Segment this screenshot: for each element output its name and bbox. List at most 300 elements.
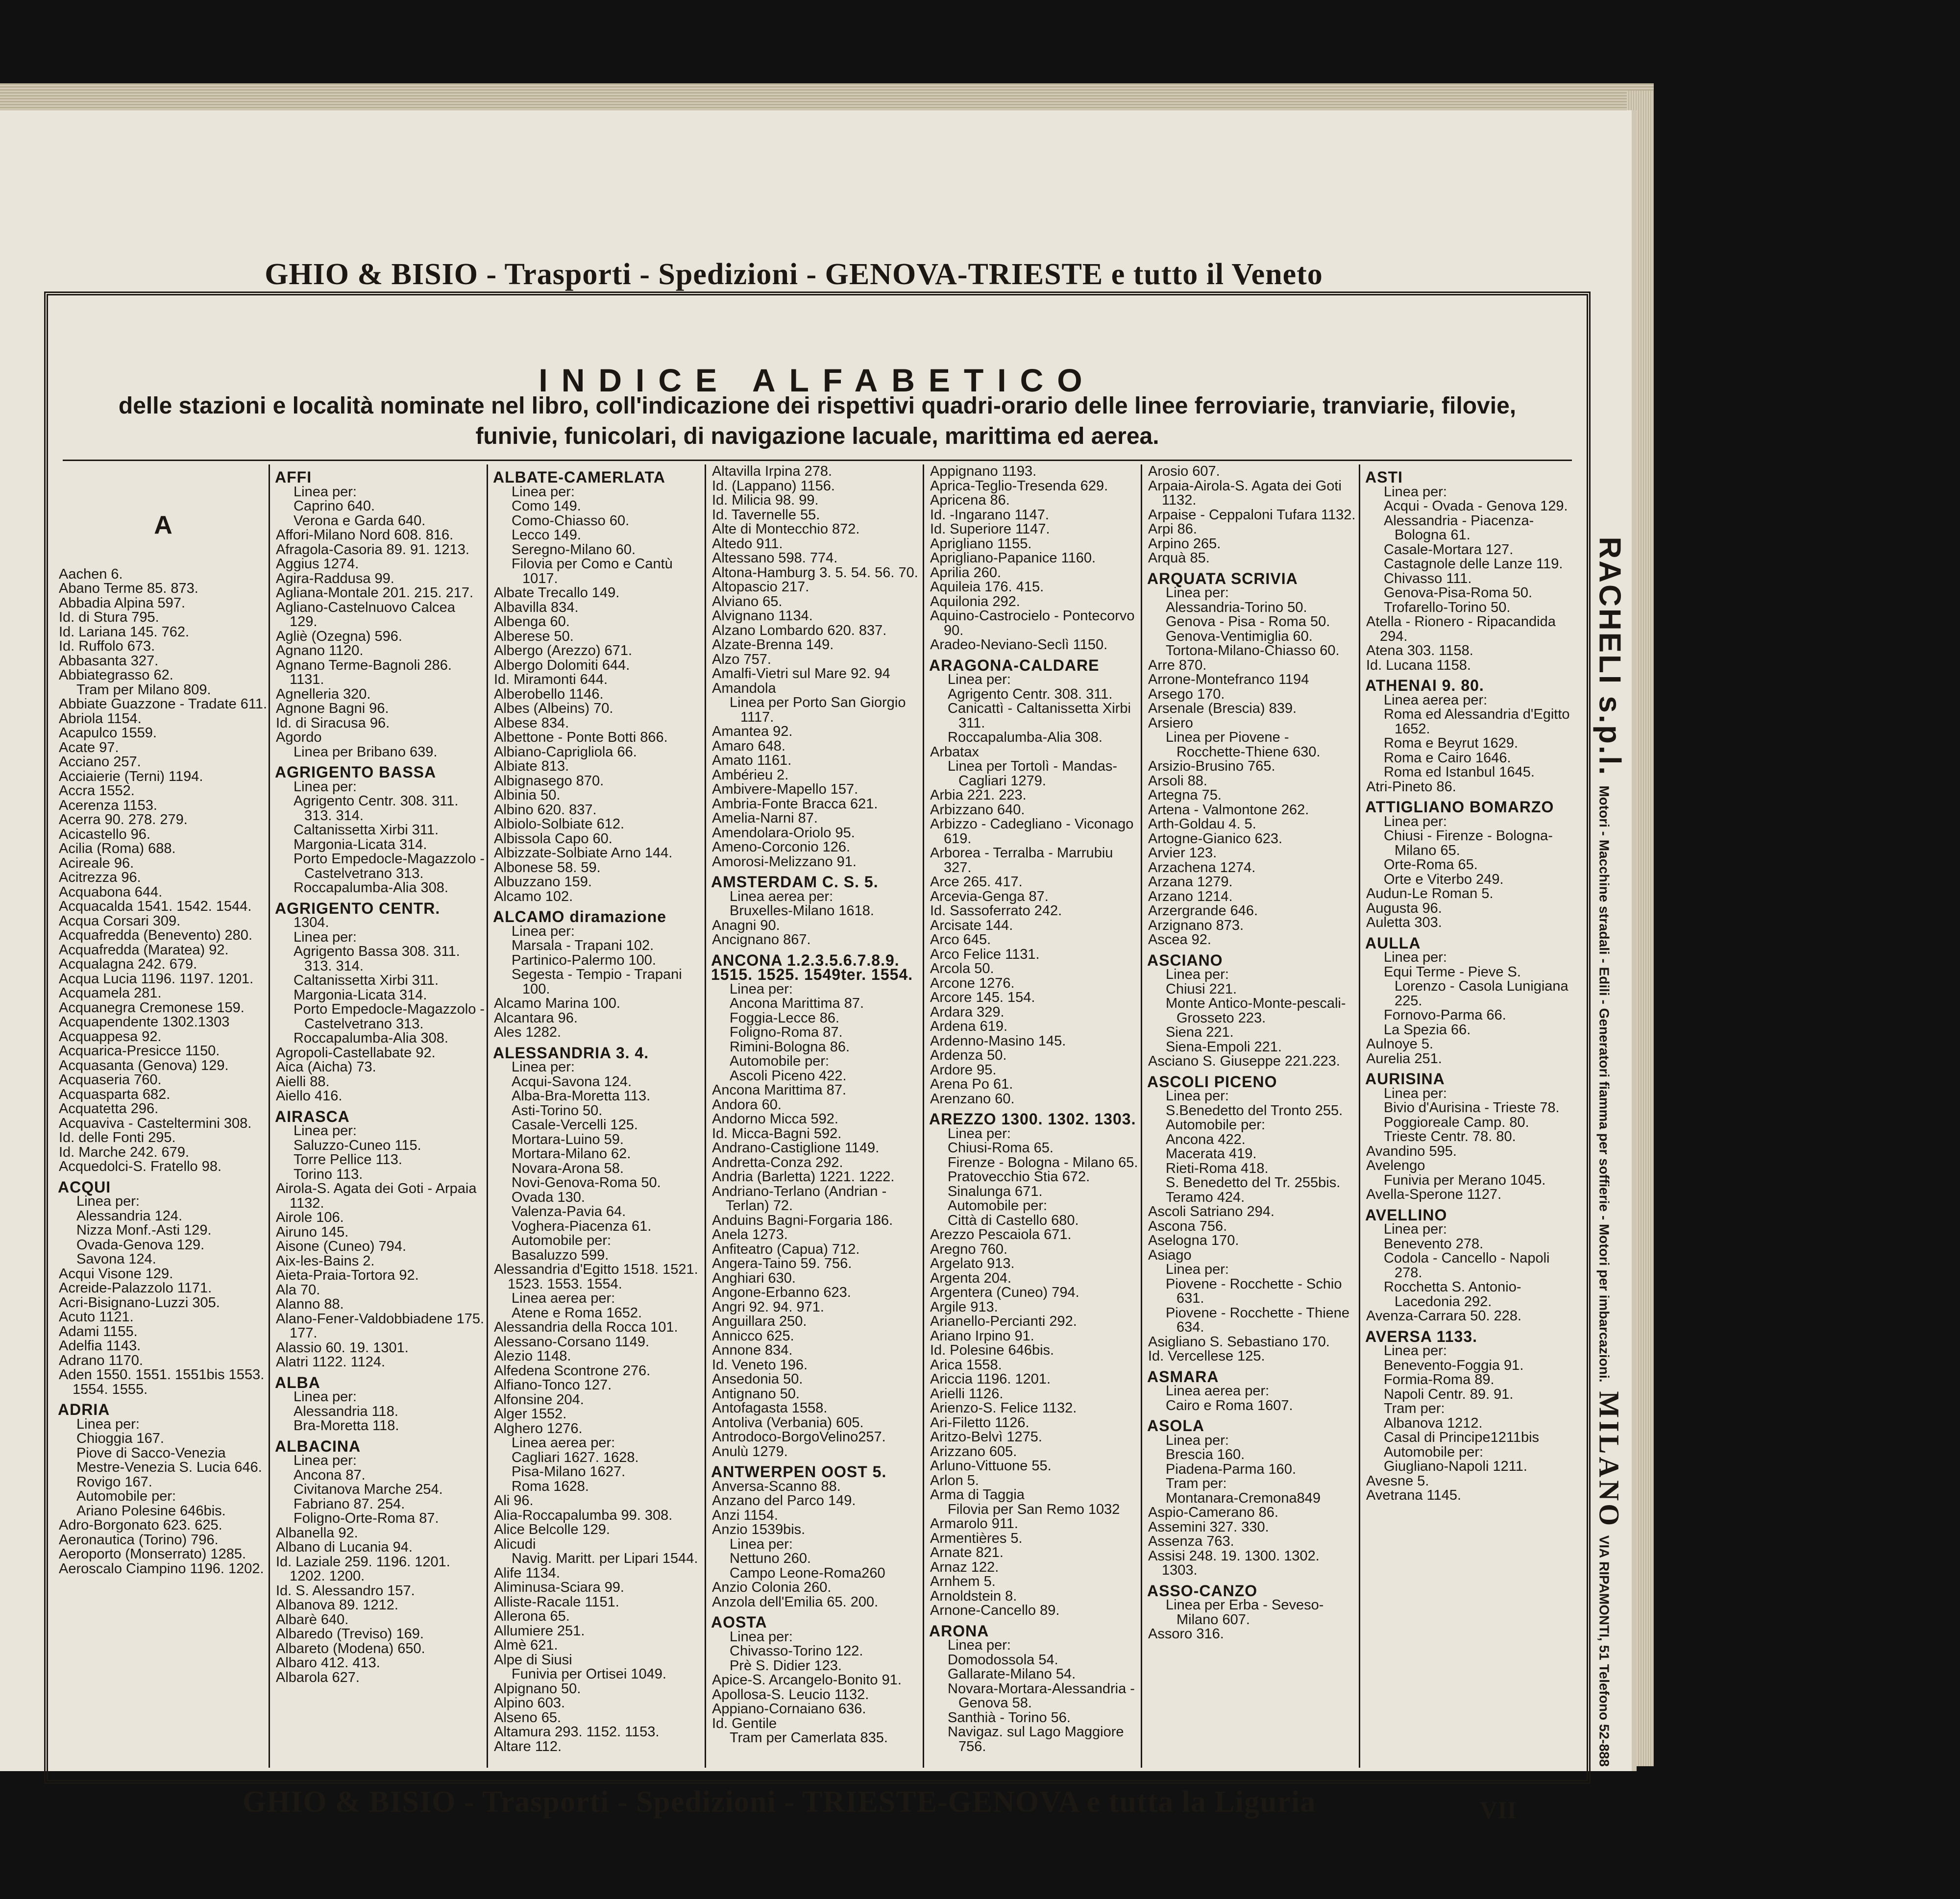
index-column-3 [487,464,704,1768]
index-entry: Albanella 92. [276,1525,358,1541]
index-entry: Napoli Centr. 89. 91. [1384,1386,1514,1402]
index-entry: Amendolara-Oriolo 95. [712,825,855,841]
index-entry: Id. di Stura 795. [59,609,159,625]
index-entry: Arco Felice 1131. [930,946,1040,962]
index-entry: Rovigo 167. [76,1474,152,1490]
index-entry: Alessandria d'Egitto 1518. 1521. 1523. 1553. 1554. [494,1262,702,1292]
index-heading: ASOLA [1147,1417,1204,1435]
index-entry: Acquafredda (Benevento) 280. [59,927,252,943]
index-entry: Rieti-Roma 418. [1166,1160,1269,1176]
index-entry: Acitrezza 96. [59,870,141,885]
index-column-1 [58,464,269,1768]
index-entry: Agrigento Centr. 308. 311. [948,686,1113,702]
index-entry: Allerona 65. [494,1608,570,1624]
index-entry: Albaredo (Treviso) 169. [276,1626,424,1642]
index-entry: Arcone 1276. [930,975,1015,991]
index-entry: Linea per: [512,1059,575,1075]
index-entry: Alcamo 102. [494,888,573,904]
index-entry: Arrone-Montefranco 1194 [1148,672,1309,687]
index-entry: Linea aerea per: [512,1290,615,1306]
index-entry: Aeroporto (Monserrato) 1285. [59,1546,246,1562]
index-entry: Adro-Borgonato 623. 625. [59,1517,222,1533]
index-entry: Albano di Lucania 94. [276,1539,413,1555]
index-entry: Ascoli Piceno 422. [730,1068,847,1084]
index-entry: Altamura 293. 1152. 1153. [494,1724,660,1740]
index-entry: Partinico-Palermo 100. [512,952,656,968]
index-entry: Porto Empedocle-Magazzolo - Castelvetrano 313. [294,1001,489,1032]
index-entry: Ala 70. [276,1282,320,1298]
index-entry: Siena 221. [1166,1024,1234,1040]
index-entry: Agrigento Bassa 308. 311. 313. 314. [294,944,464,974]
index-entry: Castagnole delle Lanze 119. [1384,556,1563,572]
index-entry: Albiolo-Solbiate 612. [494,816,625,832]
index-entry: Atena 303. 1158. [1366,643,1473,658]
index-entry: Ambérieu 2. [712,767,789,783]
index-entry: Benevento 278. [1384,1236,1484,1252]
index-entry: Agrigento Centr. 308. 311. 313. 314. [294,793,463,824]
index-entry: Chiusi 221. [1166,981,1237,997]
index-entry: Acquanegra Cremonese 159. [59,999,245,1016]
index-entry: Airola-S. Agata dei Goti - Arpaia 1132. [276,1181,481,1211]
index-entry: Anzio Colonia 260. [712,1580,832,1595]
index-heading: AMSTERDAM C. S. 5. [711,873,879,891]
index-entry: Linea per: [730,981,793,997]
index-entry: Agira-Raddusa 99. [276,570,394,586]
index-entry: Argelato 913. [930,1256,1015,1271]
index-entry: Aprica-Teglio-Tresenda 629. [930,478,1108,494]
index-entry: Arpaia-Airola-S. Agata dei Goti 1132. [1148,478,1346,508]
index-entry: Linea per Piovene - Rocchette-Thiene 630. [1166,730,1321,760]
index-entry: Allumiere 251. [494,1623,585,1639]
index-entry: Albergo (Arezzo) 671. [494,643,633,658]
index-entry: Atella - Rionero - Ripacandida 294. [1366,614,1560,644]
index-entry: Armarolo 911. [930,1516,1018,1532]
index-entry: Casale-Vercelli 125. [512,1117,638,1133]
index-entry: Linea per: [1166,967,1229,982]
index-entry: Macerata 419. [1166,1146,1257,1162]
index-entry: Linea per: [512,484,575,500]
index-entry: Pisa-Milano 1627. [512,1464,626,1480]
index-entry: Aurelia 251. [1366,1050,1442,1067]
index-entry: Genova-Ventimiglia 60. [1166,628,1313,644]
index-entry: Arbatax [930,744,979,760]
index-entry: Aprigliano 1155. [930,536,1032,552]
index-entry: Mortara-Luino 59. [512,1131,624,1147]
index-entry: Apice-S. Arcangelo-Bonito 91. [712,1672,902,1688]
index-entry: Abbadia Alpina 597. [59,595,185,611]
index-entry: Agnano 1120. [276,643,364,658]
title-rule [63,460,1572,461]
ad-address: VIA RIPAMONTI, 51 Telefono 52-888 [1596,1535,1612,1767]
index-entry: Albaro 412. 413. [276,1655,380,1671]
index-entry: Arizzano 605. [930,1443,1017,1460]
index-entry: Alicudi [494,1536,536,1552]
index-entry: Ascoli Satriano 294. [1148,1204,1274,1219]
index-entry: Roccapalumba-Alia 308. [294,880,448,896]
index-heading: ALBATE-CAMERLATA [493,468,665,486]
index-column-7 [1359,464,1576,1768]
index-heading: ASMARA [1147,1367,1219,1386]
index-entry: Linea per: [1384,1343,1447,1359]
index-entry: Arquà 85. [1148,550,1210,566]
index-entry: Piovene - Rocchette - Thiene 634. [1166,1305,1354,1335]
index-entry: Funivia per Merano 1045. [1384,1172,1546,1188]
index-entry: Antofagasta 1558. [712,1400,828,1416]
index-entry: Antoliva (Verbania) 605. [712,1414,864,1431]
index-entry: Genova-Pisa-Roma 50. [1384,585,1533,601]
index-entry: Alger 1552. [494,1406,567,1422]
index-entry: Argile 913. [930,1299,998,1315]
index-entry: Ovada 130. [512,1189,585,1205]
index-entry: Rocchetta S. Antonio-Lacedonia 292. [1384,1279,1521,1310]
index-entry: Aeronautica (Torino) 796. [59,1532,219,1548]
index-entry: Angri 92. 94. 971. [712,1299,824,1315]
index-entry: Segesta - Tempio - Trapani 100. [512,967,686,997]
index-entry: Cagliari 1627. 1628. [512,1449,639,1465]
index-entry: Ascea 92. [1148,932,1211,948]
index-entry: Arnone-Cancello 89. [930,1603,1060,1618]
index-entry: Navig. Maritt. per Lipari 1544. [512,1551,698,1566]
index-column-2 [269,464,489,1768]
index-entry: Gallarate-Milano 54. [948,1666,1076,1682]
index-entry: Siena-Empoli 221. [1166,1039,1282,1055]
index-entry: Agropoli-Castellabate 92. [276,1045,436,1061]
index-entry: Linea per: [730,1536,793,1552]
index-column-4 [705,464,922,1768]
index-heading: ATHENAI 9. 80. [1365,677,1484,694]
index-entry: Aachen 6. [59,566,123,582]
index-entry: Id. Superiore 1147. [930,521,1050,537]
index-entry: Avella-Sperone 1127. [1366,1187,1502,1202]
index-entry: Rimini-Bologna 86. [730,1039,850,1055]
index-entry: Adami 1155. [59,1323,138,1339]
index-entry: Acireale 96. [59,855,134,871]
index-entry: Automobile per: [512,1233,612,1248]
index-entry: Alfiano-Tonco 127. [494,1377,612,1393]
index-entry: Atri-Pineto 86. [1366,779,1456,795]
index-entry: Sinalunga 671. [948,1183,1043,1199]
index-entry: Acqui Visone 129. [59,1266,173,1282]
index-entry: Agordo [276,730,322,745]
index-entry: Ancona 87. [294,1467,366,1483]
index-entry: Id. Marche 242. 679. [59,1144,189,1160]
index-entry: Armentières 5. [930,1530,1023,1546]
index-entry: Almè 621. [494,1637,558,1653]
index-entry: Anghiari 630. [712,1270,796,1286]
index-column-6 [1141,464,1358,1768]
index-heading: ALBACINA [275,1437,361,1455]
index-entry: Domodossola 54. [948,1652,1058,1668]
index-heading: AGRIGENTO CENTR. [275,899,441,917]
index-entry: Aliminusa-Sciara 99. [494,1580,624,1595]
index-entry: Ari-Filetto 1126. [930,1414,1029,1431]
index-entry: Roma 1628. [512,1478,589,1494]
index-entry: Arcevia-Genga 87. [930,888,1049,904]
index-heading: AULLA [1365,934,1421,952]
index-entry: Arosio 607. [1148,463,1220,479]
index-entry: Avelengo [1366,1158,1425,1173]
index-entry: Mestre-Venezia S. Lucia 646. [76,1460,262,1475]
index-entry: Albissola Capo 60. [494,830,612,847]
index-entry: Linea per: [76,1193,140,1209]
index-entry: Arsizio-Brusino 765. [1148,758,1275,774]
index-entry: Brescia 160. [1166,1447,1245,1462]
index-entry: Arzana 1279. [1148,874,1233,890]
index-entry: Albiate 813. [494,758,569,774]
index-entry: Abriola 1154. [59,710,142,727]
index-entry: Novara-Arona 58. [512,1160,624,1176]
index-entry: Ascona 756. [1148,1218,1227,1234]
index-entry: Arcisate 144. [930,917,1013,933]
index-entry: Alano-Fener-Valdobbiadene 175. 177. [276,1311,489,1341]
index-entry: Id. Tavernelle 55. [712,507,820,523]
index-entry: Avesne 5. [1366,1473,1429,1489]
ad-products: Motori - Macchine stradali - Edili - Generatori fiamma per soffierie - Motori per imbarcazioni. [1596,785,1612,1383]
index-entry: Artogne-Gianico 623. [1148,830,1283,847]
index-entry: Alife 1134. [494,1565,560,1581]
index-entry: Affori-Milano Nord 608. 816. [276,527,454,543]
index-entry: Andora 60. [712,1096,782,1113]
index-heading: ALBA [275,1373,320,1391]
index-entry: Andriano-Terlano (Andrian - Terlan) 72. [712,1183,890,1214]
index-entry: Aregno 760. [930,1241,1008,1257]
index-entry: Abbiategrasso 62. [59,667,173,683]
index-entry: Arienzo-S. Felice 1132. [930,1400,1077,1416]
index-entry: Albuzzano 159. [494,874,592,890]
index-entry: Chiusi - Firenze - Bologna-Milano 65. [1384,828,1553,858]
index-heading: ALESSANDRIA 3. 4. [493,1044,649,1062]
index-entry: Linea per: [1384,1085,1447,1101]
index-entry: Ardena 619. [930,1019,1008,1034]
index-entry: Id. Lariana 145. 762. [59,624,190,640]
index-entry: Valenza-Pavia 64. [512,1204,626,1219]
index-entry: Arre 870. [1148,657,1207,673]
index-heading: AVELLINO [1365,1206,1447,1224]
running-header-bottom: GHIO & BISIO - Trasporti - Spedizioni - TRIESTE-GENOVA e tutta la Liguria [242,1785,1316,1819]
index-entry: Ardore 95. [930,1062,997,1078]
index-entry: Linea per Porto San Giorgio 1117. [730,695,910,725]
index-entry: Alia-Roccapalumba 99. 308. [494,1507,673,1523]
index-entry: Id. (Lappano) 1156. [712,478,835,494]
index-entry: Albignasego 870. [494,773,604,789]
index-entry: Aquileia 176. 415. [930,579,1044,595]
index-entry: Arsiero [1148,715,1193,731]
index-entry: Albes (Albeins) 70. [494,701,613,716]
index-entry: Alessandria - Piacenza-Bologna 61. [1384,512,1534,543]
index-entry: Roma ed Istanbul 1645. [1384,764,1535,780]
index-entry: Filovia per San Remo 1032 [948,1501,1120,1517]
index-entry: Automobile per: [730,1053,830,1069]
index-entry: Amandola [712,680,776,696]
index-entry: Anzi 1154. [712,1507,778,1523]
index-entry: Acapulco 1559. [59,725,157,741]
index-heading: ARAGONA-CALDARE [929,656,1100,674]
index-entry: Alzo 757. [712,651,771,667]
index-entry: Altavilla Irpina 278. [712,463,833,479]
index-entry: Aprigliano-Papanice 1160. [930,550,1096,566]
index-entry: Alezio 1148. [494,1348,571,1364]
index-entry: Arena Po 61. [930,1076,1013,1092]
index-entry: Accra 1552. [59,783,135,799]
index-entry: Linea per: [730,1629,793,1645]
index-entry: Bruxelles-Milano 1618. [730,903,874,919]
index-entry: Id. Veneto 196. [712,1357,808,1373]
index-entry: Piovene - Rocchette - Schio 631. [1166,1276,1346,1306]
index-entry: Id. -Ingarano 1147. [930,507,1049,523]
index-entry: Alfedena Scontrone 276. [494,1363,651,1379]
index-entry: Acqualagna 242. 679. [59,956,197,972]
index-entry: Roccapalumba-Alia 308. [294,1030,448,1046]
index-heading: ADRIA [58,1401,110,1418]
index-entry: Como-Chiasso 60. [512,512,630,529]
index-entry: Altessano 598. 774. [712,550,838,566]
index-entry: Anduins Bagni-Forgaria 186. [712,1212,893,1228]
index-entry: Savona 124. [76,1251,156,1267]
index-entry: Ales 1282. [494,1024,562,1040]
index-entry: Ameno-Corconio 126. [712,839,851,855]
index-entry: Arnhem 5. [930,1574,996,1589]
index-entry: Andretta-Conza 292. [712,1154,843,1170]
index-heading: ARONA [929,1622,989,1640]
index-entry: Angone-Erbanno 623. [712,1285,851,1300]
index-entry: Arnate 821. [930,1545,1004,1560]
index-entry: Automobile per: [948,1198,1048,1214]
index-entry: Arth-Goldau 4. 5. [1148,816,1256,832]
index-subtitle: delle stazioni e località nominate nel libro, coll'indicazione dei rispettivi quadri-orario delle linee ferroviarie, tranviarie, filovie, funivie, funicolari, di navigazione lacuale, marittima ed aerea. [118,393,1517,449]
index-entry: Roma e Cairo 1646. [1384,750,1511,766]
index-entry: Aggius 1274. [276,556,359,572]
index-entry: Anzano del Parco 149. [712,1493,856,1509]
index-entry: Albanova 89. 1212. [276,1597,398,1613]
index-entry: Acquafredda (Maratea) 92. [59,942,229,958]
index-entry: Aix-les-Bains 2. [276,1253,375,1269]
index-entry: Linea per: [294,484,357,500]
index-entry: Alessano-Corsano 1149. [494,1334,650,1350]
index-entry: Id. S. Alessandro 157. [276,1582,415,1599]
index-entry: Adelfia 1143. [59,1338,141,1354]
index-entry: Airole 106. [276,1210,344,1225]
index-entry: Alessandria 118. [294,1403,398,1419]
index-entry: Albarè 640. [276,1611,349,1628]
index-entry: Afragola-Casoria 89. 91. 1213. [276,541,469,558]
index-entry: Aeroscalo Ciampino 1196. 1202. [59,1560,264,1577]
index-entry: Orte-Roma 65. [1384,857,1478,873]
index-entry: Ambria-Fonte Bracca 621. [712,796,878,812]
index-entry: Novi-Genova-Roma 50. [512,1175,661,1191]
index-entry: Aulnoye 5. [1366,1036,1434,1052]
index-entry: Id. Polesine 646bis. [930,1342,1054,1358]
index-entry: Trofarello-Torino 50. [1384,599,1511,615]
index-entry: Linea per: [294,929,357,945]
index-entry: Albergo Dolomiti 644. [494,657,630,673]
index-entry: Alviano 65. [712,593,783,609]
index-entry: Aquino-Castrocielo - Pontecorvo 90. [930,608,1139,638]
index-entry: Tram per: [1384,1401,1445,1416]
index-entry: Agliano-Castelnuovo Calcea 129. [276,599,460,630]
index-entry: Cairo e Roma 1607. [1166,1397,1293,1413]
index-entry: Auletta 303. [1366,915,1442,930]
index-entry: Annone 834. [712,1342,793,1358]
index-entry: Formia-Roma 89. [1384,1372,1494,1388]
index-entry: Anzola dell'Emilia 65. 200. [712,1594,879,1610]
index-heading: AVERSA 1133. [1365,1327,1477,1345]
index-entry: Alessandria-Torino 50. [1166,599,1307,615]
index-entry: Appiano-Cornaiano 636. [712,1701,866,1717]
index-entry: Alatri 1122. 1124. [276,1354,386,1370]
index-entry: Assenza 763. [1148,1534,1234,1549]
index-entry: Arzano 1214. [1148,888,1233,904]
index-entry: Arluno-Vittuone 55. [930,1458,1052,1474]
index-entry: Aielli 88. [276,1073,330,1090]
index-entry: Acri-Bisignano-Luzzi 305. [59,1294,220,1311]
index-entry: Tortona-Milano-Chiasso 60. [1166,643,1340,658]
index-entry: Arce 265. 417. [930,874,1023,890]
index-entry: 1304. [294,915,329,930]
index-heading: ASTI [1365,468,1403,486]
index-entry: Tram per Camerlata 835. [730,1730,888,1746]
index-entry: Asigliano S. Sebastiano 170. [1148,1334,1330,1350]
side-advertisement [1583,532,1627,1767]
index-entry: Roma e Beyrut 1629. [1384,735,1519,751]
index-entry: Augusta 96. [1366,900,1442,916]
index-entry: Firenze - Bologna - Milano 65. [948,1154,1138,1170]
index-entry: Alte di Montecchio 872. [712,521,860,537]
index-entry: Anguillara 250. [712,1314,807,1329]
index-entry: Altedo 911. [712,536,783,552]
index-entry: Id. Gentile [712,1715,777,1731]
index-entry: Atene e Roma 1652. [512,1305,642,1321]
page-top-edge [0,83,1654,113]
index-entry: Linea per Tortolì - Mandas-Cagliari 1279. [948,758,1118,789]
index-entry: Ariano Irpino 91. [930,1328,1034,1344]
index-entry: S. Benedetto del Tr. 255bis. [1166,1175,1341,1191]
index-entry: Linea aerea per: [1166,1383,1270,1399]
index-entry: Automobile per: [76,1488,176,1504]
index-entry: Acquabona 644. [59,884,163,900]
index-entry: Alpino 603. [494,1695,565,1711]
index-entry: Acquasparta 682. [59,1086,171,1102]
index-entry: Tram per Milano 809. [76,682,211,698]
index-entry: Linea per: [1166,1262,1229,1277]
index-entry: Ancona Marittima 87. [730,996,864,1011]
index-entry: Caltanissetta Xirbi 311. [294,973,439,988]
index-entry: Amantea 92. [712,724,793,739]
index-entry: Linea per: [1384,950,1447,965]
index-entry: Altona-Hamburg 3. 5. 54. 56. 70. [712,564,918,581]
index-entry: Linea aerea per: [730,888,833,904]
index-heading: ARQUATA SCRIVIA [1147,569,1298,587]
index-entry: Agnone Bagni 96. [276,701,389,716]
index-entry: Albizzate-Solbiate Arno 144. [494,845,673,861]
index-letter: A [154,511,172,539]
index-entry: Amorosi-Melizzano 91. [712,853,857,870]
index-entry: Acquapendente 1302.1303 [59,1014,230,1030]
index-entry: Acquaviva - Casteltermini 308. [59,1115,252,1131]
index-entry: Acerra 90. 278. 279. [59,812,188,828]
index-entry: Andorno Micca 592. [712,1111,838,1127]
index-entry: Ali 96. [494,1493,534,1509]
index-entry: Tram per: [1166,1476,1227,1491]
index-entry: Acerenza 1153. [59,797,157,813]
index-entry: Albese 834. [494,715,569,731]
index-entry: Foggia-Lecce 86. [730,1010,840,1026]
index-heading: ASCOLI PICENO [1147,1072,1277,1091]
index-entry: Arvier 123. [1148,845,1217,861]
index-entry: Id. Ruffolo 673. [59,638,155,654]
index-entry: Acicastello 96. [59,826,150,842]
index-entry: Alfonsine 204. [494,1391,584,1408]
index-entry: Altare 112. [494,1738,562,1754]
